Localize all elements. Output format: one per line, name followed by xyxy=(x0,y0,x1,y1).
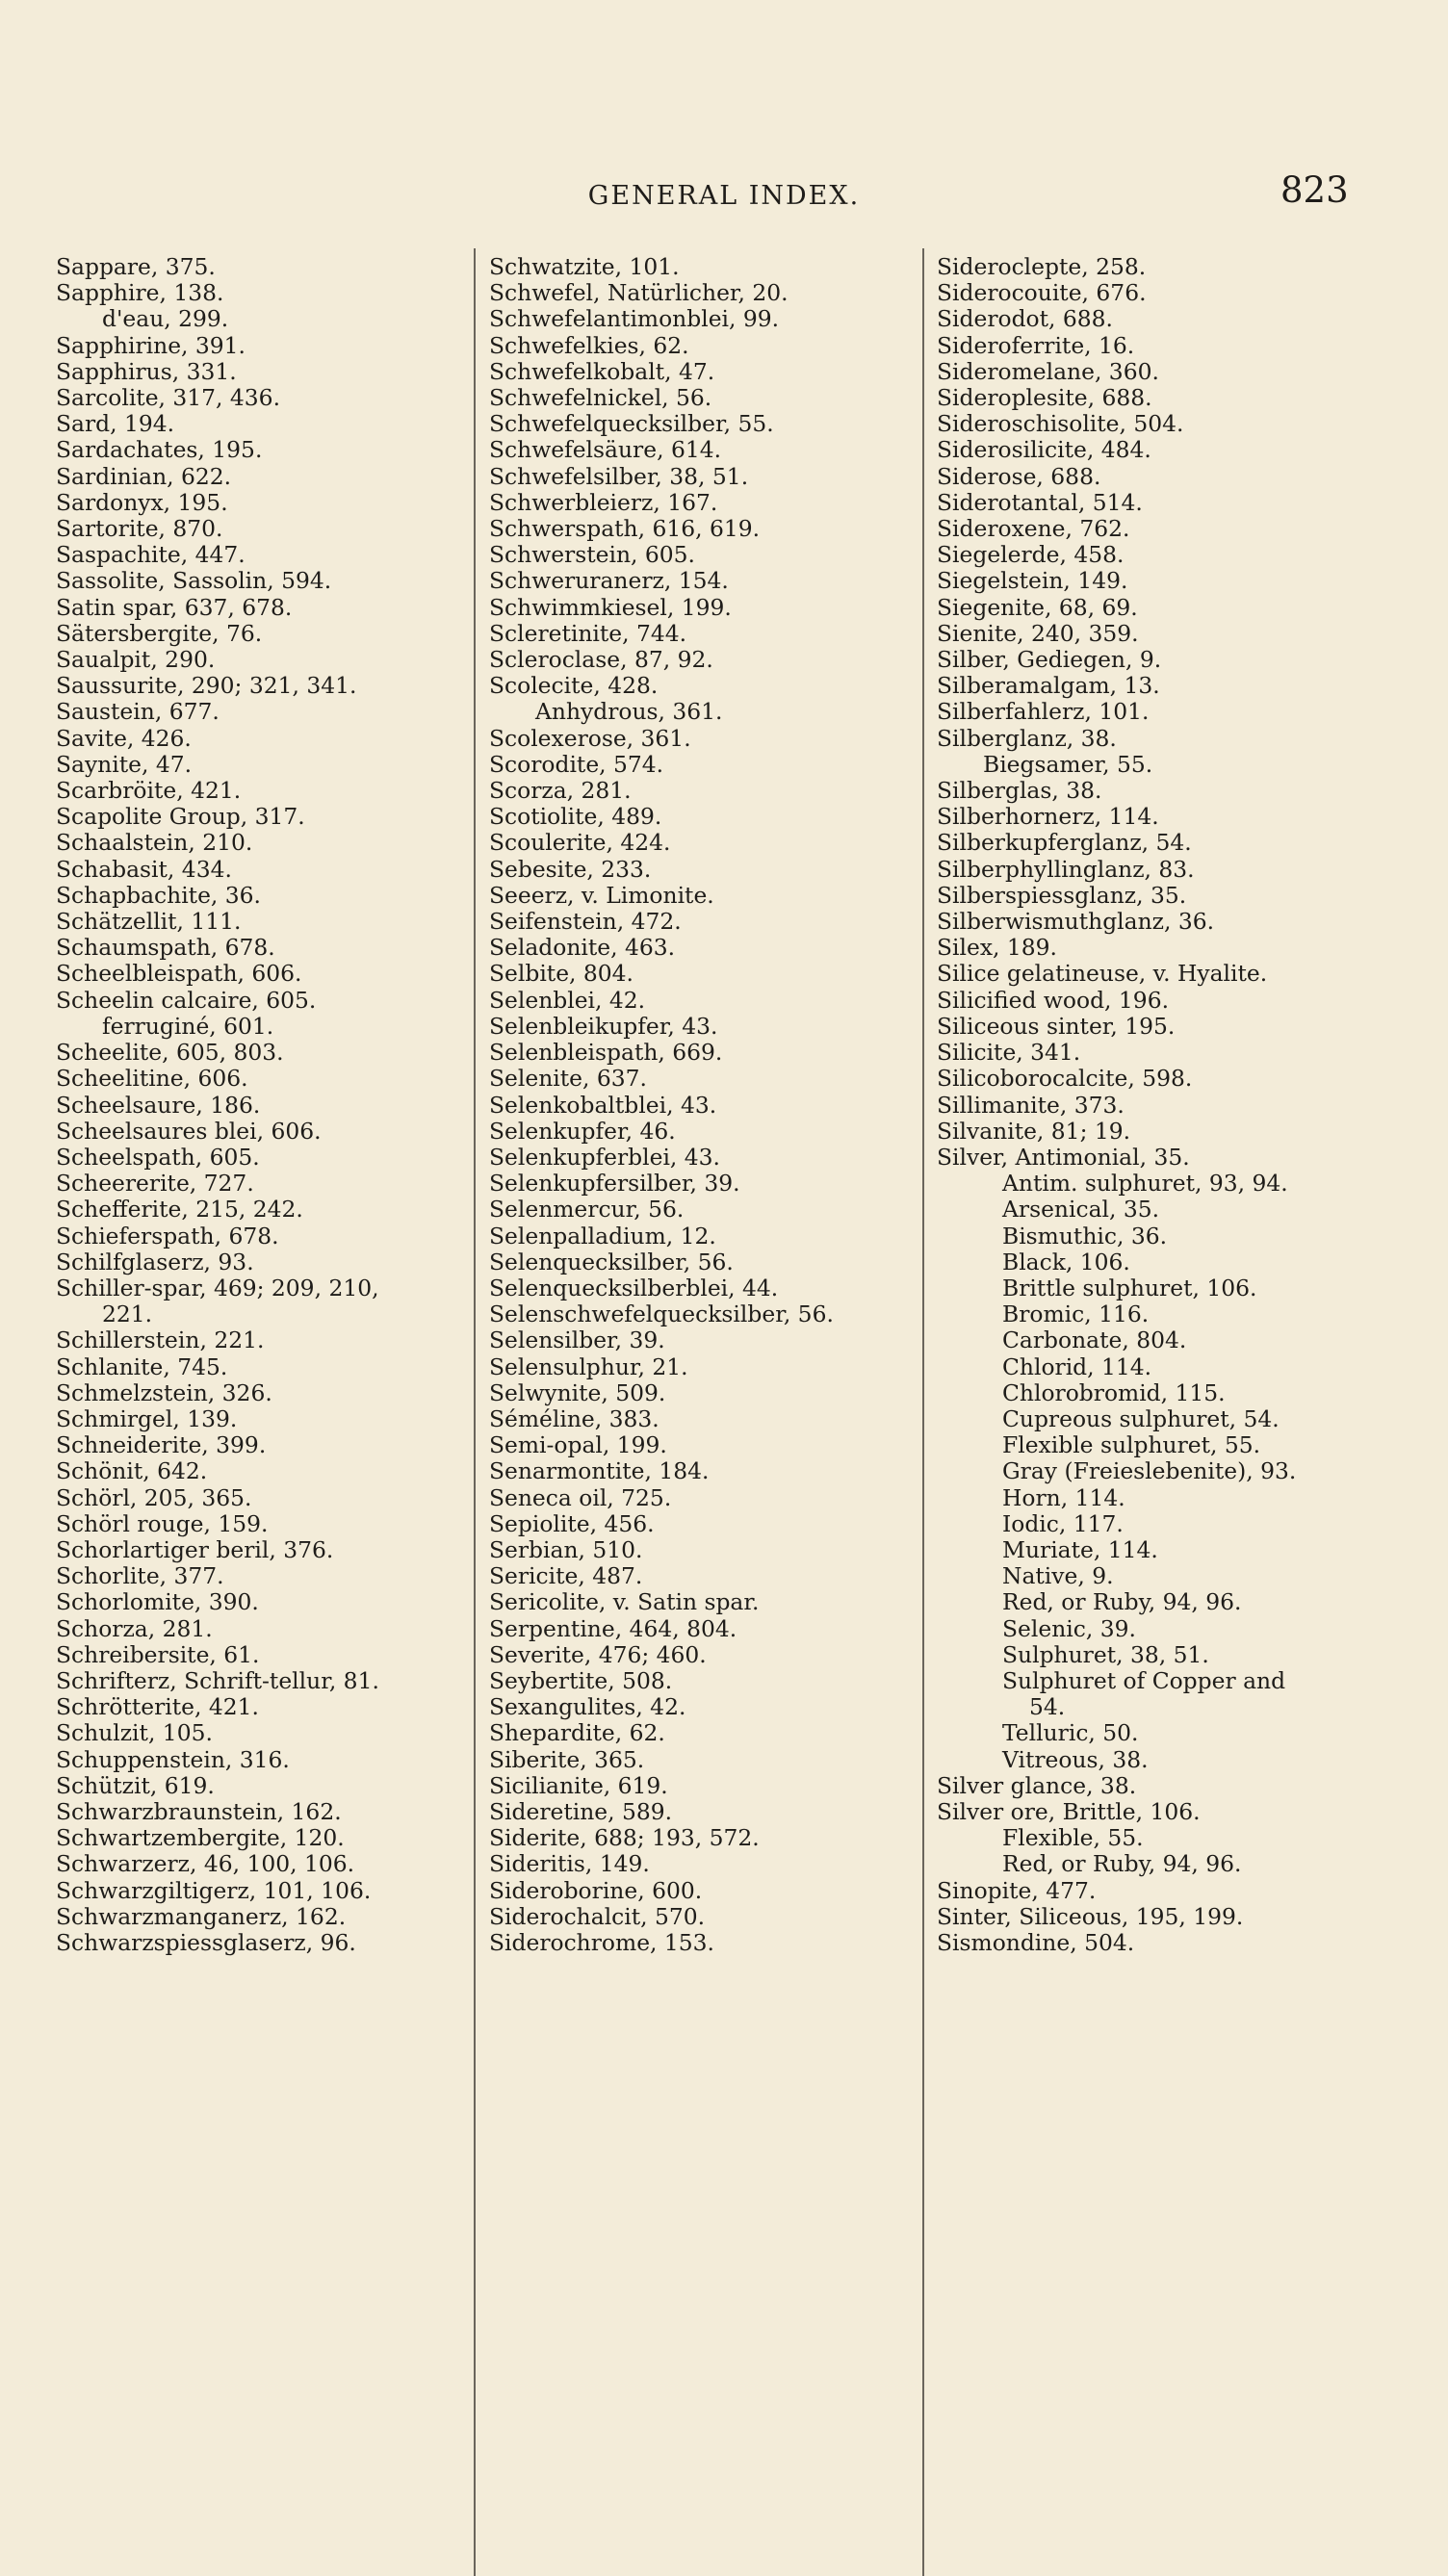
index-entry: Schulzit, 105. xyxy=(56,1719,213,1747)
index-column-1 xyxy=(56,254,479,1956)
index-entry: Sinopite, 477. xyxy=(937,1876,1097,1904)
index-entry: Schneiderite, 399. xyxy=(56,1431,267,1459)
index-entry: Schillerstein, 221. xyxy=(56,1327,265,1354)
index-entry: Selenschwefelquecksilber, 56. xyxy=(489,1301,834,1328)
index-entry: Silver, Antimonial, 35. xyxy=(937,1143,1190,1171)
index-entry: Sassolite, Sassolin, 594. xyxy=(56,567,332,595)
index-entry: Schrifterz, Schrift-tellur, 81. xyxy=(56,1666,379,1694)
index-entry: Sericolite, v. Satin spar. xyxy=(489,1588,760,1616)
index-entry: Selenpalladium, 12. xyxy=(489,1222,716,1249)
index-entry: Silex, 189. xyxy=(937,934,1057,962)
index-subentry: 54. xyxy=(1029,1693,1066,1721)
index-entry: Siderotantal, 514. xyxy=(937,488,1143,516)
index-subentry: Gray (Freieslebenite), 93. xyxy=(1002,1457,1297,1485)
index-subentry: 221. xyxy=(102,1301,153,1328)
index-entry: Schwarzerz, 46, 100, 106. xyxy=(56,1850,355,1878)
index-entry: Silver glance, 38. xyxy=(937,1771,1137,1799)
index-entry: Shepardite, 62. xyxy=(489,1719,665,1747)
index-entry: Selenkupfer, 46. xyxy=(489,1117,676,1145)
index-entry: Schwefelkobalt, 47. xyxy=(489,357,715,385)
index-subentry: Brittle sulphuret, 106. xyxy=(1002,1274,1257,1301)
index-entry: Sardonyx, 195. xyxy=(56,488,228,516)
index-entry: Sardinian, 622. xyxy=(56,462,232,490)
index-entry: Selenbleikupfer, 43. xyxy=(489,1012,718,1040)
index-subentry: Red, or Ruby, 94, 96. xyxy=(1002,1850,1242,1878)
index-entry: Siegelstein, 149. xyxy=(937,567,1128,595)
index-entry: Sismondine, 504. xyxy=(937,1929,1135,1956)
index-entry: Sideroplesite, 688. xyxy=(937,384,1152,412)
index-entry: Siderochalcit, 570. xyxy=(489,1902,706,1930)
index-entry: Siderodot, 688. xyxy=(937,305,1113,333)
index-entry: Schwarzgiltigerz, 101, 106. xyxy=(56,1876,372,1904)
index-entry: Schwefelnickel, 56. xyxy=(489,384,712,412)
index-entry: Scheelitine, 606. xyxy=(56,1065,248,1093)
index-entry: Scheererite, 727. xyxy=(56,1170,254,1198)
index-entry: Selensilber, 39. xyxy=(489,1327,665,1354)
index-entry: Scapolite Group, 317. xyxy=(56,803,305,831)
index-subentry: Flexible sulphuret, 55. xyxy=(1002,1431,1261,1459)
index-entry: Silberhornerz, 114. xyxy=(937,803,1159,831)
index-subentry: Carbonate, 804. xyxy=(1002,1327,1187,1354)
index-subentry: Biegsamer, 55. xyxy=(983,750,1153,778)
index-entry: Selenkupfersilber, 39. xyxy=(489,1170,740,1198)
index-entry: Schwarzmanganerz, 162. xyxy=(56,1902,347,1930)
index-entry: Schorlomite, 390. xyxy=(56,1588,259,1616)
index-entry: Scheelite, 605, 803. xyxy=(56,1039,284,1067)
index-entry: Sappare, 375. xyxy=(56,253,216,280)
index-entry: Scarbröite, 421. xyxy=(56,777,242,805)
index-entry: Séméline, 383. xyxy=(489,1404,659,1432)
index-entry: Schwefelquecksilber, 55. xyxy=(489,410,774,438)
index-subentry: Vitreous, 38. xyxy=(1002,1745,1149,1773)
index-entry: Selenblei, 42. xyxy=(489,986,646,1014)
index-entry: Schweruranerz, 154. xyxy=(489,567,729,595)
index-subentry: Anhydrous, 361. xyxy=(535,698,723,726)
index-entry: Silicified wood, 196. xyxy=(937,986,1170,1014)
index-entry: Selensulphur, 21. xyxy=(489,1352,688,1380)
index-subentry: Telluric, 50. xyxy=(1002,1719,1139,1747)
index-entry: Sillimanite, 373. xyxy=(937,1091,1125,1119)
index-column-3 xyxy=(937,254,1418,1956)
index-subentry: Bismuthic, 36. xyxy=(1002,1222,1168,1249)
index-entry: Sienite, 240, 359. xyxy=(937,619,1139,647)
index-entry: Schorlite, 377. xyxy=(56,1562,224,1590)
index-entry: Selenkupferblei, 43. xyxy=(489,1143,720,1171)
index-entry: Sideretine, 589. xyxy=(489,1797,673,1825)
index-entry: Selenquecksilber, 56. xyxy=(489,1248,734,1275)
index-entry: Selenquecksilberblei, 44. xyxy=(489,1274,779,1301)
index-entry: Sideroschisolite, 504. xyxy=(937,410,1184,438)
index-entry: Selenmercur, 56. xyxy=(489,1196,685,1224)
index-entry: Sebesite, 233. xyxy=(489,855,652,883)
index-entry: Schlanite, 745. xyxy=(56,1352,228,1380)
index-entry: Schwefelantimonblei, 99. xyxy=(489,305,780,333)
index-entry: Sideroxene, 762. xyxy=(937,515,1130,543)
index-entry: Schätzellit, 111. xyxy=(56,908,242,936)
index-entry: Sericite, 487. xyxy=(489,1562,643,1590)
column-divider-2 xyxy=(922,248,924,2576)
index-entry: Siegelerde, 458. xyxy=(937,541,1125,569)
index-entry: Saspachite, 447. xyxy=(56,541,246,569)
index-entry: Sinter, Siliceous, 195, 199. xyxy=(937,1902,1244,1930)
index-entry: Serpentine, 464, 804. xyxy=(489,1614,737,1642)
index-entry: Silicoborocalcite, 598. xyxy=(937,1065,1193,1093)
index-entry: Silberphyllinglanz, 83. xyxy=(937,855,1195,883)
index-entry: Siderochrome, 153. xyxy=(489,1929,714,1956)
index-entry: Schilfglaserz, 93. xyxy=(56,1248,254,1275)
index-entry: Schabasit, 434. xyxy=(56,855,232,883)
index-entry: Silver ore, Brittle, 106. xyxy=(937,1797,1201,1825)
index-entry: Siliceous sinter, 195. xyxy=(937,1012,1176,1040)
index-subentry: ferruginé, 601. xyxy=(102,1012,274,1040)
index-entry: Schwartzembergite, 120. xyxy=(56,1824,345,1852)
index-entry: Sideroborine, 600. xyxy=(489,1876,703,1904)
index-entry: Schaumspath, 678. xyxy=(56,934,275,962)
index-entry: Schwefelkies, 62. xyxy=(489,331,689,359)
index-subentry: Bromic, 116. xyxy=(1002,1301,1150,1328)
index-entry: Siberite, 365. xyxy=(489,1745,645,1773)
index-entry: Sideromelane, 360. xyxy=(937,357,1159,385)
index-entry: Schrötterite, 421. xyxy=(56,1693,259,1721)
index-entry: Schaalstein, 210. xyxy=(56,829,253,857)
index-entry: Siderosilicite, 484. xyxy=(937,436,1151,464)
index-entry: Sideritis, 149. xyxy=(489,1850,650,1878)
index-entry: Siderose, 688. xyxy=(937,462,1101,490)
index-entry: Scotiolite, 489. xyxy=(489,803,662,831)
index-entry: Schwerstein, 605. xyxy=(489,541,695,569)
index-entry: Scheelbleispath, 606. xyxy=(56,960,302,988)
index-entry: Sideroferrite, 16. xyxy=(937,331,1135,359)
index-entry: Saynite, 47. xyxy=(56,750,193,778)
index-entry: Scorodite, 574. xyxy=(489,750,664,778)
index-entry: Schörl, 205, 365. xyxy=(56,1483,252,1511)
index-entry: Schwefel, Natürlicher, 20. xyxy=(489,279,789,307)
index-subentry: Black, 106. xyxy=(1002,1248,1130,1275)
index-subentry: Horn, 114. xyxy=(1002,1483,1125,1511)
index-entry: Schorlartiger beril, 376. xyxy=(56,1535,334,1563)
index-entry: Schwatzite, 101. xyxy=(489,253,680,280)
index-entry: Sideroclepte, 258. xyxy=(937,253,1147,280)
index-entry: Serbian, 510. xyxy=(489,1535,643,1563)
index-entry: Scheelin calcaire, 605. xyxy=(56,986,317,1014)
index-subentry: d'eau, 299. xyxy=(102,305,229,333)
index-entry: Sätersbergite, 76. xyxy=(56,619,263,647)
index-entry: Siderite, 688; 193, 572. xyxy=(489,1824,760,1852)
index-entry: Selbite, 804. xyxy=(489,960,634,988)
index-subentry: Flexible, 55. xyxy=(1002,1824,1144,1852)
index-entry: Seeerz, v. Limonite. xyxy=(489,881,714,909)
index-entry: Seneca oil, 725. xyxy=(489,1483,672,1511)
index-entry: Scheelspath, 605. xyxy=(56,1143,260,1171)
index-subentry: Sulphuret, 38, 51. xyxy=(1002,1640,1209,1668)
index-entry: Sapphirus, 331. xyxy=(56,357,237,385)
index-entry: Sapphirine, 391. xyxy=(56,331,246,359)
index-entry: Silberglanz, 38. xyxy=(937,724,1117,752)
index-entry: Silice gelatineuse, v. Hyalite. xyxy=(937,960,1268,988)
index-entry: Selwynite, 509. xyxy=(489,1378,666,1406)
index-entry: Sarcolite, 317, 436. xyxy=(56,384,281,412)
index-entry: Silberwismuthglanz, 36. xyxy=(937,908,1215,936)
index-entry: Silberkupferglanz, 54. xyxy=(937,829,1192,857)
index-subentry: Cupreous sulphuret, 54. xyxy=(1002,1404,1280,1432)
index-column-2 xyxy=(489,254,913,1956)
index-entry: Scleroclase, 87, 92. xyxy=(489,646,713,674)
index-entry: Seifenstein, 472. xyxy=(489,908,682,936)
index-entry: Savite, 426. xyxy=(56,724,192,752)
index-entry: Schapbachite, 36. xyxy=(56,881,261,909)
index-entry: Sicilianite, 619. xyxy=(489,1771,668,1799)
index-entry: Selenite, 637. xyxy=(489,1065,647,1093)
index-entry: Schuppenstein, 316. xyxy=(56,1745,290,1773)
index-entry: Sapphire, 138. xyxy=(56,279,224,307)
index-entry: Saualpit, 290. xyxy=(56,646,216,674)
index-entry: Silberspiessglanz, 35. xyxy=(937,881,1187,909)
index-entry: Schorza, 281. xyxy=(56,1614,213,1642)
index-entry: Sepiolite, 456. xyxy=(489,1509,655,1537)
index-entry: Schwarzspiessglaserz, 96. xyxy=(56,1929,356,1956)
index-entry: Semi-opal, 199. xyxy=(489,1431,667,1459)
index-entry: Sardachates, 195. xyxy=(56,436,263,464)
index-subentry: Selenic, 39. xyxy=(1002,1614,1136,1642)
index-entry: Schmirgel, 139. xyxy=(56,1404,238,1432)
index-entry: Schreibersite, 61. xyxy=(56,1640,260,1668)
index-entry: Selenkobaltblei, 43. xyxy=(489,1091,717,1119)
index-entry: Scorza, 281. xyxy=(489,777,632,805)
index-entry: Schwerspath, 616, 619. xyxy=(489,515,761,543)
index-entry: Satin spar, 637, 678. xyxy=(56,593,293,621)
index-entry: Scolexerose, 361. xyxy=(489,724,691,752)
index-entry: Silberfahlerz, 101. xyxy=(937,698,1150,726)
index-entry: Schwefelsäure, 614. xyxy=(489,436,722,464)
index-entry: Scoulerite, 424. xyxy=(489,829,671,857)
index-entry: Sard, 194. xyxy=(56,410,175,438)
index-subentry: Sulphuret of Copper and xyxy=(1002,1666,1286,1694)
column-divider-1 xyxy=(474,248,476,2576)
index-entry: Schwefelsilber, 38, 51. xyxy=(489,462,749,490)
index-entry: Silberamalgam, 13. xyxy=(937,672,1160,700)
index-entry: Silber, Gediegen, 9. xyxy=(937,646,1162,674)
index-entry: Scleretinite, 744. xyxy=(489,619,687,647)
index-entry: Schützit, 619. xyxy=(56,1771,215,1799)
index-entry: Saustein, 677. xyxy=(56,698,220,726)
index-entry: Scheelsaure, 186. xyxy=(56,1091,261,1119)
index-subentry: Muriate, 114. xyxy=(1002,1535,1158,1563)
index-entry: Scheelsaures blei, 606. xyxy=(56,1117,322,1145)
index-entry: Schiller-spar, 469; 209, 210, xyxy=(56,1274,379,1301)
index-entry: Scolecite, 428. xyxy=(489,672,659,700)
index-entry: Schönit, 642. xyxy=(56,1457,208,1485)
index-entry: Schörl rouge, 159. xyxy=(56,1509,269,1537)
index-subentry: Chlorobromid, 115. xyxy=(1002,1378,1226,1406)
index-entry: Sartorite, 870. xyxy=(56,515,223,543)
index-entry: Siegenite, 68, 69. xyxy=(937,593,1138,621)
index-entry: Saussurite, 290; 321, 341. xyxy=(56,672,357,700)
index-entry: Siderocouite, 676. xyxy=(937,279,1147,307)
index-entry: Schwarzbraunstein, 162. xyxy=(56,1797,342,1825)
index-entry: Selenbleispath, 669. xyxy=(489,1039,723,1067)
page-number: 823 xyxy=(1280,169,1349,211)
index-subentry: Red, or Ruby, 94, 96. xyxy=(1002,1588,1242,1616)
index-entry: Schwerbleierz, 167. xyxy=(489,488,718,516)
index-subentry: Arsenical, 35. xyxy=(1002,1196,1160,1224)
index-entry: Senarmontite, 184. xyxy=(489,1457,710,1485)
index-entry: Seladonite, 463. xyxy=(489,934,676,962)
index-entry: Sexangulites, 42. xyxy=(489,1693,686,1721)
index-entry: Silvanite, 81; 19. xyxy=(937,1117,1131,1145)
index-entry: Schmelzstein, 326. xyxy=(56,1378,272,1406)
index-subentry: Antim. sulphuret, 93, 94. xyxy=(1002,1170,1288,1198)
index-subentry: Iodic, 117. xyxy=(1002,1509,1124,1537)
index-entry: Schefferite, 215, 242. xyxy=(56,1196,303,1224)
index-entry: Silicite, 341. xyxy=(937,1039,1081,1067)
index-entry: Severite, 476; 460. xyxy=(489,1640,707,1668)
index-entry: Schwimmkiesel, 199. xyxy=(489,593,732,621)
index-entry: Schieferspath, 678. xyxy=(56,1222,279,1249)
index-entry: Silberglas, 38. xyxy=(937,777,1102,805)
page-header-title: GENERAL INDEX. xyxy=(587,181,861,211)
index-subentry: Chlorid, 114. xyxy=(1002,1352,1152,1380)
index-subentry: Native, 9. xyxy=(1002,1562,1114,1590)
index-entry: Seybertite, 508. xyxy=(489,1666,673,1694)
